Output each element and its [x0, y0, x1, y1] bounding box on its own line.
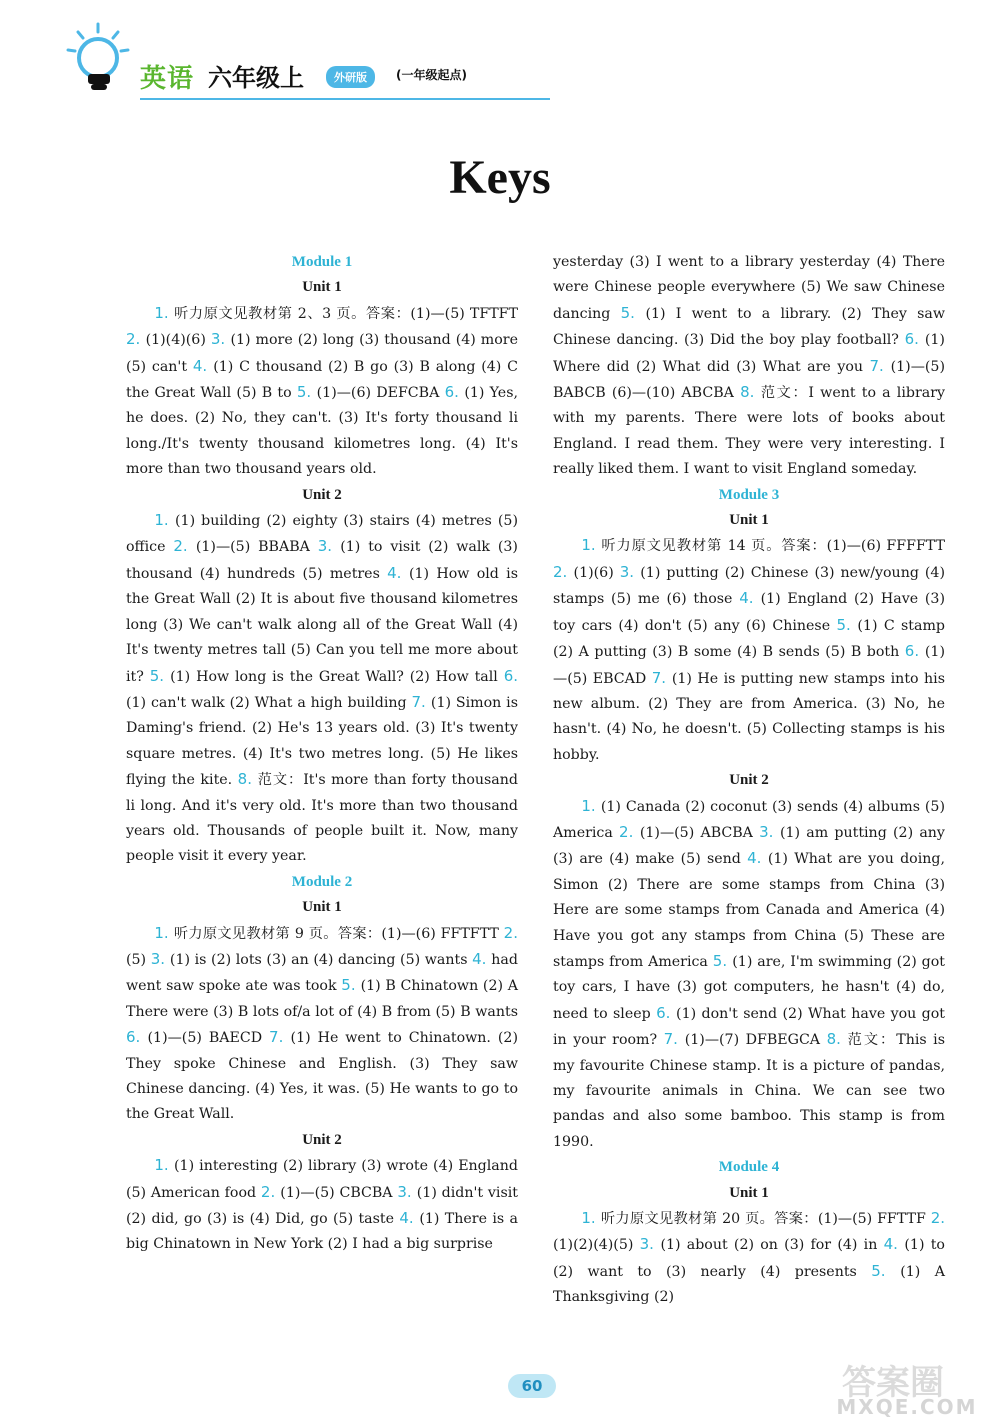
answer-text: 范文：I went to a library with my parents. There were lots of books about England. I read them. They were very interesting. I really liked them. I want to visit England someday. [553, 385, 946, 478]
question-number: 6. [904, 642, 925, 661]
question-number: 2. [553, 562, 574, 581]
question-number: 1. [581, 796, 601, 815]
answer-paragraph [126, 508, 518, 870]
answer-text: (1)—(5) BAECD [147, 1030, 270, 1047]
answer-text: (1)(6) [573, 564, 620, 581]
question-number: 3. [397, 1182, 417, 1201]
question-number: 7. [269, 1028, 291, 1047]
answer-text: (1) There is a big Chinatown in New York (2) I had a big surprise [126, 1211, 518, 1253]
lightbulb-icon [60, 18, 140, 93]
answer-text: (1) What are you doing, Simon (2) There are some stamps from China (3) Here are some stamps from Canada and America (4) Have you got any stamps from China (5) These are stamps from America [553, 851, 945, 970]
answer-paragraph [553, 250, 945, 483]
answer-paragraph [126, 1153, 518, 1258]
answer-text: (1) to (2) want to (3) nearly (4) presents [553, 1237, 945, 1280]
unit-heading: Unit 1 [729, 1184, 769, 1201]
edition-badge: 外研版 [326, 66, 375, 88]
answer-text: (1) How old is the Great Wall (2) It is about five thousand kilometres long (3) We can't walk along all of the Great Wall (4) It's twenty metres tall (5) Can you tell me more about it? [126, 565, 518, 685]
unit-heading: Unit 1 [729, 512, 769, 529]
answer-text: (1) Yes, he does. (2) No, they can't. (3) It's forty thousand li long./It's twenty thousand kilometres long. (4) It's more than two thousand years old. [126, 385, 518, 478]
question-number: 7. [663, 1030, 685, 1049]
answer-paragraph [126, 921, 518, 1128]
answer-text: 范文：It's more than forty thousand li long. And it's very old. It's more than two thousand years old. Thousands of people built it. Now, many people visit it every year. [126, 772, 518, 865]
answer-text: (1) more (2) long (3) thousand (4) more (5) can't [126, 332, 518, 375]
question-number: 2. [619, 822, 640, 841]
answer-text: (1)—(5) EBCAD [553, 644, 945, 687]
question-number: 5. [296, 383, 317, 402]
answer-text: (1) putting (2) Chinese (3) new/young (4) stamps (5) me (6) those [553, 564, 945, 608]
question-number: 4. [192, 356, 214, 375]
question-number: 8. [237, 770, 258, 789]
answer-text: (1) B Chinatown (2) A There were (3) B lots of/a lot of (4) B from (5) B wants [126, 978, 518, 1020]
question-number: 6. [503, 666, 518, 685]
answer-column-right [553, 250, 945, 1311]
question-number: 3. [759, 822, 780, 841]
answer-text: 范文：This is my favourite Chinese stamp. It is a picture of pandas, my favourite animals in China. We can see two pandas and also some bamboo. This stamp is from 1990. [553, 1032, 945, 1150]
answer-text: 听力原文见教材第 2、3 页。答案：(1)—(5) TFTFT [174, 305, 518, 322]
question-number: 3. [317, 537, 341, 556]
question-number: 1. [581, 1209, 601, 1228]
question-number: 3. [639, 1235, 661, 1254]
answer-text: (1) to visit (2) walk (3) thousand (4) hundreds (5) metres [126, 539, 518, 582]
question-number: 5. [620, 303, 646, 322]
grade-label: 六年级上 [208, 64, 304, 92]
answer-text: (1) I went to a library. (2) They saw Chinese dancing. (3) Did the boy play football? [553, 305, 945, 349]
answer-text: (1) He went to Chinatown. (2) They spoke Chinese and English. (3) They saw Chinese dancing. (4) Yes, it was. (5) He wants to go to the Great Wall. [126, 1030, 518, 1123]
unit-heading: Unit 2 [302, 486, 342, 503]
answer-text: (1) C stamp (2) A putting (3) B some (4) B sends (5) B both [553, 617, 945, 661]
answer-text: (1) about (2) on (3) for (4) in [660, 1237, 884, 1254]
page-title: Keys [449, 151, 551, 204]
question-number: 2. [126, 330, 146, 349]
question-number: 1. [154, 923, 174, 942]
question-number: 4. [739, 589, 761, 608]
question-number: 1. [154, 1156, 175, 1175]
answer-text: (1) He is putting new stamps into his new album. (2) They are from America. (3) No, he hasn't. (4) No, he doesn't. (5) Collecting stamps is his hobby. [553, 670, 945, 763]
answer-text: (1)(2)(4)(5) [553, 1237, 640, 1254]
answer-text: (1) England (2) Have (3) toy cars (4) don't (5) any (6) Chinese [553, 591, 945, 634]
page-number: 60 [508, 1374, 556, 1398]
question-number: 3. [210, 330, 231, 349]
question-number: 4. [747, 849, 768, 868]
question-number: 2. [260, 1182, 281, 1201]
header-divider [140, 98, 550, 100]
watermark-logo: 答案圈 [842, 1363, 944, 1403]
answer-text: 听力原文见教材第 20 页。答案：(1)—(5) FFTTF [600, 1211, 931, 1228]
module-heading: Module 1 [291, 254, 353, 270]
question-number: 1. [581, 536, 602, 555]
answer-paragraph [553, 1206, 945, 1311]
question-number: 2. [503, 923, 518, 942]
answer-text: (5) [126, 951, 151, 968]
watermark-site: MXQE.COM [836, 1395, 978, 1419]
question-number: 6. [656, 1003, 677, 1022]
module-heading: Module 2 [291, 873, 353, 890]
answer-text: 听力原文见教材第 9 页。答案：(1)—(6) FFTFTT [173, 925, 504, 942]
question-number: 8. [740, 383, 761, 402]
answer-text: (1)—(6) DEFCBA [316, 385, 445, 402]
answer-text: (1) am putting (2) any (3) are (4) make (5) send [553, 824, 945, 868]
question-number: 1. [154, 303, 175, 322]
question-number: 2. [173, 537, 196, 556]
unit-heading: Unit 2 [729, 772, 769, 789]
answer-text: 听力原文见教材第 14 页。答案：(1)—(6) FFFFTT [601, 538, 945, 555]
question-number: 6. [126, 1028, 148, 1047]
question-number: 5. [149, 666, 171, 685]
answer-text: yesterday (3) I went to a library yesterday (4) There were Chinese people everywhere (5) We saw Chinese dancing [553, 254, 945, 322]
watermark [822, 1355, 992, 1420]
start-grade-label: (一年级起点) [396, 68, 467, 82]
answer-text: (1) Canada (2) coconut (3) sends (4) albums (5) America [553, 798, 945, 841]
answer-text: (1) How long is the Great Wall? (2) How tall [170, 668, 504, 685]
question-number: 4. [883, 1235, 905, 1254]
answer-text: (1) didn't visit (2) did, go (3) is (4) Did, go (5) taste [126, 1184, 518, 1228]
answer-text: (1)(4)(6) [145, 332, 211, 349]
question-number: 3. [619, 562, 641, 581]
answer-column-left [126, 250, 518, 1258]
question-number: 6. [444, 383, 465, 402]
answer-text: (1)—(5) BABCB (6)—(10) ABCBA [553, 358, 945, 402]
module-heading: Module 3 [718, 486, 780, 503]
answer-text: (1) is (2) lots (3) an (4) dancing (5) wants [169, 951, 473, 968]
question-number: 5. [341, 976, 361, 995]
question-number: 1. [154, 511, 176, 530]
answer-text: (1) building (2) eighty (3) stairs (4) metres (5) office [126, 513, 518, 556]
answer-text: (1)—(5) ABCBA [639, 824, 760, 841]
question-number: 2. [930, 1209, 945, 1228]
answer-text: (1)—(7) DFBEGCA [684, 1032, 827, 1049]
answer-paragraph [553, 794, 945, 1156]
unit-heading: Unit 2 [302, 1131, 342, 1148]
answer-text: (1) can't walk (2) What a high building [126, 694, 412, 711]
answer-text: had went saw spoke ate was took [126, 951, 518, 995]
book-header [60, 18, 500, 94]
answer-text: (1) C thousand (2) B go (3) B along (4) C the Great Wall (5) B to [126, 358, 518, 402]
answer-text: (1) are, I'm swimming (2) got toy cars, I have (3) got computers, he hasn't (4) do, need to sleep [553, 953, 945, 1022]
answer-paragraph [126, 301, 518, 483]
question-number: 5. [871, 1261, 901, 1280]
question-number: 4. [387, 563, 409, 582]
question-number: 7. [411, 692, 431, 711]
question-number: 5. [836, 615, 858, 634]
unit-heading: Unit 1 [302, 899, 342, 916]
question-number: 6. [904, 330, 925, 349]
answer-text: (1) Simon is Daming's friend. (2) He's 13 years old. (3) It's twenty square metres. (4) It's two metres long. (5) He likes flying the kite. [126, 694, 518, 789]
answer-text: (1) interesting (2) library (3) wrote (4) England (5) American food [126, 1158, 518, 1201]
question-number: 8. [826, 1030, 848, 1049]
subject-label: 英语 [140, 64, 195, 94]
question-number: 7. [651, 668, 672, 687]
unit-heading: Unit 1 [302, 279, 342, 296]
answer-paragraph [553, 533, 945, 768]
question-number: 5. [712, 951, 733, 970]
answer-text: (1)—(5) BBABA [195, 539, 318, 556]
question-number: 3. [150, 949, 170, 968]
answer-text: (1) don't send (2) What have you got in your room? [553, 1005, 945, 1049]
module-heading: Module 4 [718, 1159, 780, 1176]
answer-text: (1) Where did (2) What did (3) What are you [553, 332, 945, 375]
question-number: 4. [399, 1209, 420, 1228]
answer-text: (1) A Thanksgiving (2) [553, 1263, 945, 1306]
question-number: 4. [472, 949, 492, 968]
answer-text: (1)—(5) CBCBA [280, 1184, 398, 1201]
question-number: 7. [869, 356, 891, 375]
